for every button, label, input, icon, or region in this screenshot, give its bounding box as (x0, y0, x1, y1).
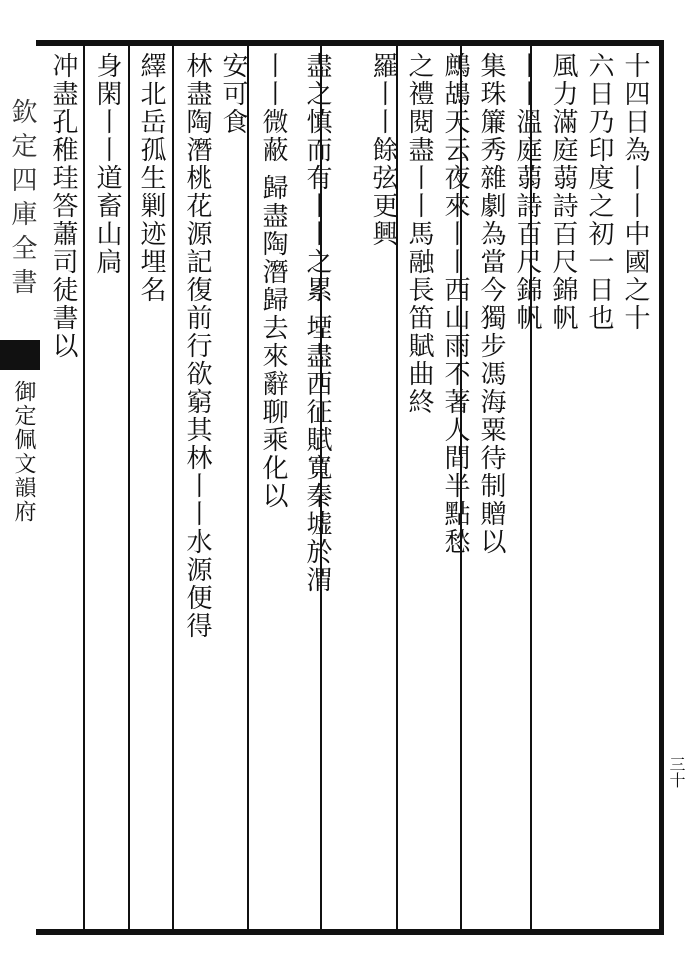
column-rule (172, 46, 174, 929)
page-number: 三十 (667, 756, 686, 788)
text-column: 之禮閱盡丨丨馬融長笛賦曲終 (404, 52, 434, 416)
text-column: 六日乃印度之初一日也 (584, 52, 614, 332)
text-column: 盡之慎而有丨丨之累 堙盡西征賦寬秦墟於渭 (302, 52, 332, 595)
text-column: 林盡陶潛桃花源記復前行欲窮其林丨丨水源便得 (182, 52, 212, 640)
left-margin (0, 40, 36, 935)
text-column: 丨丨溫庭蒻詩百尺錦帆 (512, 52, 542, 332)
work-title: 御定佩文韻府 (11, 380, 36, 524)
book-title: 欽定四庫全書 (7, 98, 37, 302)
text-column: 十四日為丨丨中國之十 (620, 52, 650, 332)
margin-fish-tail (0, 340, 40, 370)
column-rule (128, 46, 130, 929)
text-column: 身閑丨丨道畜山扃 (92, 52, 122, 276)
text-column: 繹北岳孤生剿迹埋名 (136, 52, 166, 304)
text-column: 安可食 (218, 52, 248, 136)
text-column: 冲盡孔稚珪答蕭司徒書以 (48, 52, 78, 360)
text-column: 風力滿庭蒻詩百尺錦帆 (548, 52, 578, 332)
text-column: 丨丨微蔽 歸盡陶潛歸去來辭聊乘化以 (258, 52, 288, 511)
column-rule (83, 46, 85, 929)
text-column: 集珠簾秀雜劇為當今獨步馮海粟待制贈以 (476, 52, 506, 556)
text-column: 羅丨丨餘弦更興 (368, 52, 398, 248)
text-column: 鷓鴣天云夜來丨丨西山雨不著人間半點愁 (440, 52, 470, 556)
